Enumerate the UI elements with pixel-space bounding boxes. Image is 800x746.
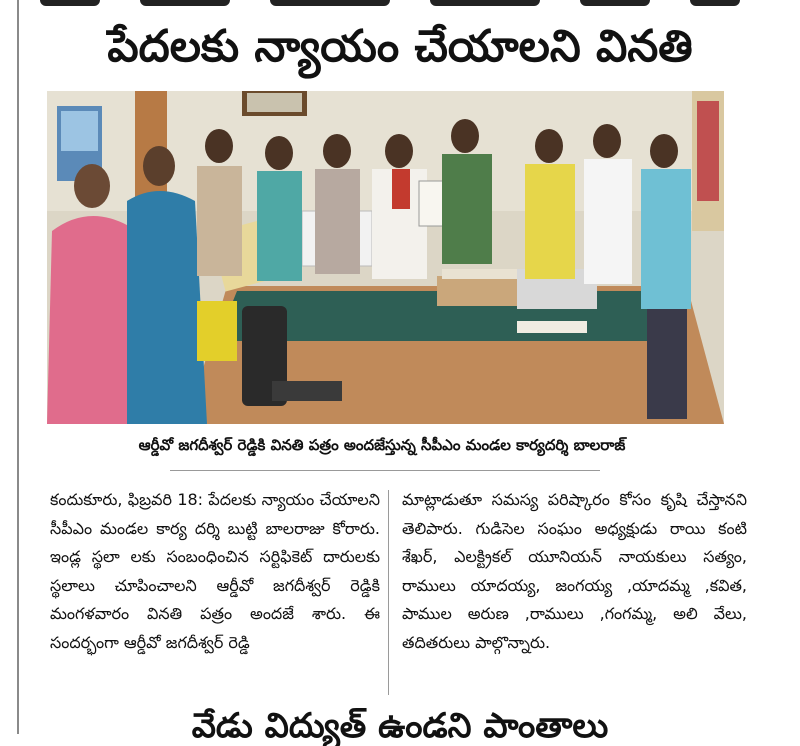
article-column-left (50, 486, 380, 657)
article-body-right: మాట్లాడుతూ సమస్య పరిష్కారం కోసం కృషి చేస్తానని తెలిపారు. గుడిసెల సంఘం అధ్యక్షుడు రాయి కంటి శేఖర్, ఎలక్ట్రికల్ యూనియన్ నాయకులు సత్యం, రాములు యాదయ్య, జంగయ్య ,యాదమ్మ ,కవిత, పాముల అరుణ ,రాములు ,గంగమ్మ, అలి వేలు, తదితరులు పాల్గొన్నారు. (402, 490, 747, 652)
news-photo (47, 91, 724, 424)
next-article-headline: వేడు విద్యుత్ ఉండని పాంతాలు (191, 706, 609, 746)
article-column-right (402, 486, 747, 657)
caption-underline (170, 470, 600, 471)
column-divider (388, 490, 389, 695)
photo-caption: ఆర్డీవో జగదీశ్వర్ రెడ్డికి వినతి పత్రం అందజేస్తున్న సీపీఎం మండల కార్యదర్శి బాలరాజ్ (138, 436, 626, 454)
previous-article-fragment (0, 0, 800, 10)
column-rule-left (17, 0, 19, 734)
article-body-left: కందుకూరు, ఫిబ్రవరి 18: పేదలకు న్యాయం చేయాలని సీపీఎం మండల కార్య దర్శి బుట్టి బాలరాజు కోరారు. ఇండ్ల స్థలా లకు సంబంధించిన సర్టిఫికెట్ దారులకు స్థలాలు చూపించాలని ఆర్డీవో జగదీశ్వర్ రెడ్డికి మంగళవారం వినతి పత్రం అందజే శారు. ఈ సందర్భంగా ఆర్డీవో జగదీశ్వర్ రెడ్డి (50, 490, 380, 652)
group-photo-icon (47, 91, 724, 424)
article-headline: పేదలకు న్యాయం చేయాలని వినతి (107, 21, 693, 72)
